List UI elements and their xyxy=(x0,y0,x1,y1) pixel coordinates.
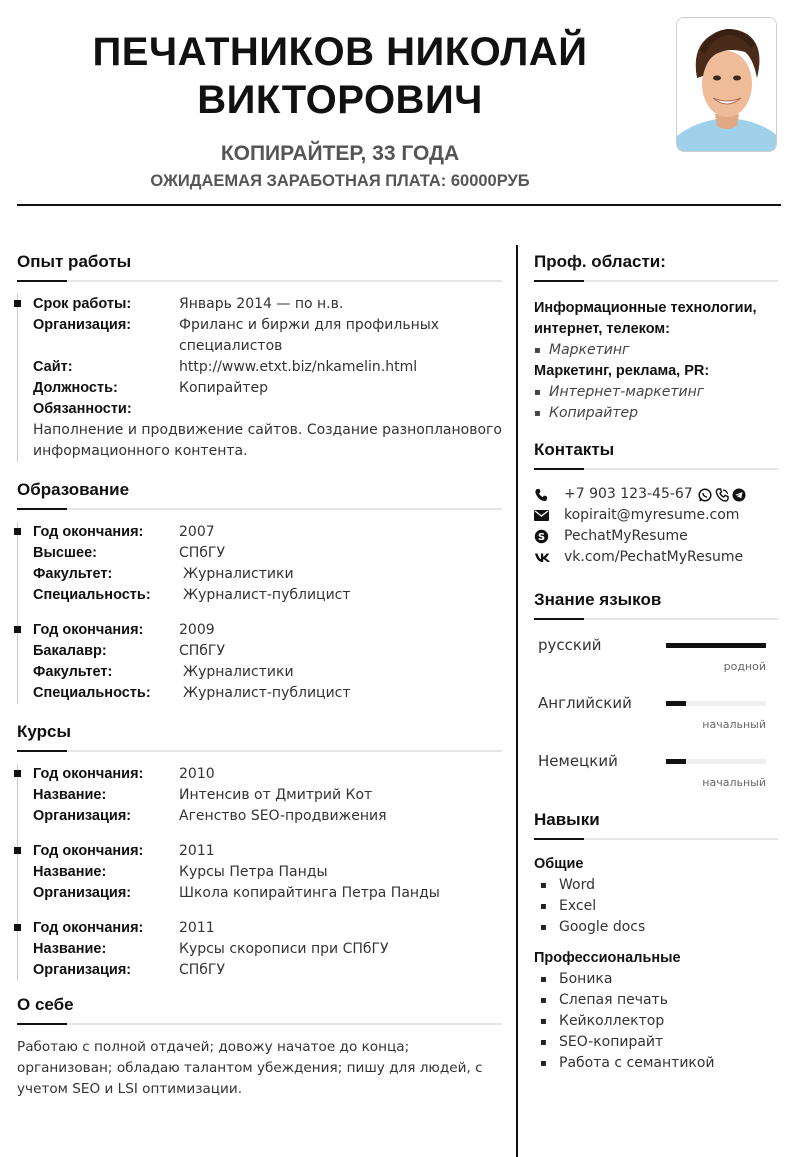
language-row xyxy=(534,750,778,808)
skype-handle[interactable]: PechatMyResume xyxy=(564,528,688,544)
language-level-fill xyxy=(666,759,686,764)
faculty-label: Факультет: xyxy=(33,664,113,680)
course-name-label: Название: xyxy=(33,941,107,957)
course-entry xyxy=(18,764,502,827)
prof-areas-title: Проф. области: xyxy=(534,252,666,271)
course-name-value: Курсы скорописи при СПбГУ xyxy=(179,941,389,957)
column-divider xyxy=(516,245,518,1157)
experience-entry xyxy=(18,294,502,462)
course-name-label: Название: xyxy=(33,787,107,803)
whatsapp-icon[interactable] xyxy=(698,488,712,502)
right-column xyxy=(534,250,778,1074)
contact-vk[interactable] xyxy=(534,547,778,568)
section-divider xyxy=(17,750,502,752)
about-title: О себе xyxy=(17,995,74,1014)
full-name xyxy=(40,28,640,124)
org-label: Организация: xyxy=(33,885,132,901)
contacts-title: Контакты xyxy=(534,440,615,459)
messenger-icons xyxy=(698,488,746,502)
phone-icon xyxy=(534,488,564,502)
name-line-2: ВИКТОРОВИЧ xyxy=(197,78,483,122)
org-value: Фриланс и биржи для профильных специалистов xyxy=(179,317,440,354)
skills-title: Навыки xyxy=(534,810,600,829)
year-value: 2011 xyxy=(179,843,215,859)
year-value: 2010 xyxy=(179,766,215,782)
experience-section xyxy=(17,250,502,462)
avatar-portrait-icon xyxy=(677,18,777,152)
about-section xyxy=(17,993,502,1100)
svg-text:S: S xyxy=(537,532,546,544)
prof-areas-section xyxy=(534,250,778,424)
section-divider xyxy=(534,468,778,470)
section-divider xyxy=(17,280,502,282)
language-level-bar xyxy=(666,643,766,648)
language-level-fill xyxy=(666,643,766,648)
skills-section xyxy=(534,808,778,1074)
contact-phone[interactable] xyxy=(534,484,778,505)
vk-icon xyxy=(534,552,564,563)
year-label: Год окончания: xyxy=(33,622,144,638)
languages-section xyxy=(534,588,778,808)
education-entry xyxy=(18,522,502,606)
skills-general-list xyxy=(538,875,778,938)
timeline-marker xyxy=(14,300,21,307)
org-value: СПбГУ xyxy=(179,962,226,978)
language-level: начальный xyxy=(702,776,766,789)
term-label: Срок работы: xyxy=(33,296,132,312)
language-level-bar xyxy=(666,759,766,764)
year-value: 2007 xyxy=(179,524,215,540)
course-name-label: Название: xyxy=(33,864,107,880)
degree-value: СПбГУ xyxy=(179,643,226,659)
course-name-value: Курсы Петра Панды xyxy=(179,864,328,880)
skills-pro-list xyxy=(538,969,778,1074)
contact-skype[interactable] xyxy=(534,526,778,547)
left-column xyxy=(17,250,502,1100)
skill-item: ▪ Кейколлектор xyxy=(538,1011,778,1032)
role-value: Копирайтер xyxy=(179,380,268,396)
year-value: 2009 xyxy=(179,622,215,638)
language-row xyxy=(534,692,778,750)
phone-number[interactable]: +7 903 123-45-67 xyxy=(564,486,693,502)
profile-photo xyxy=(676,17,777,152)
site-link[interactable]: http://www.etxt.biz/nkamelin.html xyxy=(179,359,418,375)
education-title: Образование xyxy=(17,480,130,499)
prof-area-group-name: Информационные технологии, интернет, телеком: xyxy=(534,300,757,337)
expected-salary: ОЖИДАЕМАЯ ЗАРАБОТНАЯ ПЛАТА: 60000РУБ xyxy=(150,172,530,190)
org-label: Организация: xyxy=(33,962,132,978)
year-label: Год окончания: xyxy=(33,766,144,782)
resume-header xyxy=(0,0,794,206)
skype-icon xyxy=(534,529,564,544)
spec-value: Журналист-публицист xyxy=(183,685,351,701)
prof-area-list xyxy=(534,340,778,361)
skill-item: ▪ Word xyxy=(538,875,778,896)
prof-area-item: ▪ Маркетинг xyxy=(534,340,778,361)
year-label: Год окончания: xyxy=(33,920,144,936)
timeline-marker xyxy=(14,770,21,777)
org-label: Организация: xyxy=(33,317,132,333)
courses-timeline xyxy=(17,764,502,981)
education-section xyxy=(17,478,502,704)
contact-email[interactable] xyxy=(534,505,778,526)
faculty-label: Факультет: xyxy=(33,566,113,582)
timeline-marker xyxy=(14,924,21,931)
envelope-icon xyxy=(534,510,564,521)
degree-label: Высшее: xyxy=(33,545,97,561)
section-divider xyxy=(534,838,778,840)
year-label: Год окончания: xyxy=(33,843,144,859)
skill-item: ▪ Боника xyxy=(538,969,778,990)
position-title: КОПИРАЙТЕР, 33 ГОДА xyxy=(220,142,460,165)
language-name: Английский xyxy=(538,694,632,712)
course-entry xyxy=(18,918,502,981)
duties-label: Обязанности: xyxy=(33,401,132,417)
language-level: родной xyxy=(723,660,766,673)
language-level-bar xyxy=(666,701,766,706)
year-value: 2011 xyxy=(179,920,215,936)
experience-timeline xyxy=(17,294,502,462)
course-name-value: Интенсив от Дмитрий Кот xyxy=(179,787,373,803)
degree-value: СПбГУ xyxy=(179,545,226,561)
experience-title: Опыт работы xyxy=(17,252,132,271)
skill-item: ▪ SEO-копирайт xyxy=(538,1032,778,1053)
header-divider xyxy=(17,204,781,206)
spec-label: Специальность: xyxy=(33,587,151,603)
section-divider xyxy=(17,508,502,510)
skill-item: ▪ Google docs xyxy=(538,917,778,938)
site-label: Сайт: xyxy=(33,359,73,375)
skill-item: ▪ Работа с семантикой xyxy=(538,1053,778,1074)
year-label: Год окончания: xyxy=(33,524,144,540)
role-label: Должность: xyxy=(33,380,118,396)
skill-item: ▪ Excel xyxy=(538,896,778,917)
language-name: русский xyxy=(538,636,602,654)
section-divider xyxy=(17,1023,502,1025)
courses-title: Курсы xyxy=(17,722,71,741)
timeline-marker xyxy=(14,626,21,633)
language-level: начальный xyxy=(702,718,766,731)
timeline-marker xyxy=(14,528,21,535)
language-name: Немецкий xyxy=(538,752,618,770)
language-level-fill xyxy=(666,701,686,706)
org-value: Агенство SEO-продвижения xyxy=(179,808,387,824)
email-address[interactable]: kopirait@myresume.com xyxy=(564,507,740,523)
term-value: Январь 2014 — по н.в. xyxy=(179,296,344,312)
prof-area-item: ▪ Интернет-маркетинг xyxy=(534,382,778,403)
languages-title: Знание языков xyxy=(534,590,662,609)
telegram-icon[interactable] xyxy=(732,488,746,502)
section-divider xyxy=(534,618,778,620)
prof-area-list xyxy=(534,382,778,424)
prof-area-group-name: Маркетинг, реклама, PR: xyxy=(534,363,710,379)
section-divider xyxy=(534,280,778,282)
language-row xyxy=(534,634,778,692)
faculty-value: Журналистики xyxy=(183,566,294,582)
prof-area-item: ▪ Копирайтер xyxy=(534,403,778,424)
education-timeline xyxy=(17,522,502,704)
course-entry xyxy=(18,841,502,904)
skills-pro-title: Профессиональные xyxy=(534,950,681,966)
viber-icon[interactable] xyxy=(715,488,729,502)
about-text: Работаю с полной отдачей; довожу начатое до конца; организован; обладаю талантом убеждения; пишу для людей, с учетом SEO и LSI оптимизации. xyxy=(17,1039,483,1097)
skill-item: ▪ Слепая печать xyxy=(538,990,778,1011)
name-line-1: ПЕЧАТНИКОВ НИКОЛАЙ xyxy=(92,30,588,74)
skills-general-title: Общие xyxy=(534,856,584,872)
contacts-section xyxy=(534,438,778,568)
education-entry xyxy=(18,620,502,704)
duties-text: Наполнение и продвижение сайтов. Создание разнопланового информационного контента. xyxy=(33,422,502,459)
spec-label: Специальность: xyxy=(33,685,151,701)
spec-value: Журналист-публицист xyxy=(183,587,351,603)
org-value: Школа копирайтинга Петра Панды xyxy=(179,885,440,901)
vk-link[interactable]: vk.com/PechatMyResume xyxy=(564,549,744,565)
faculty-value: Журналистики xyxy=(183,664,294,680)
org-label: Организация: xyxy=(33,808,132,824)
timeline-marker xyxy=(14,847,21,854)
degree-label: Бакалавр: xyxy=(33,643,107,659)
courses-section xyxy=(17,720,502,981)
